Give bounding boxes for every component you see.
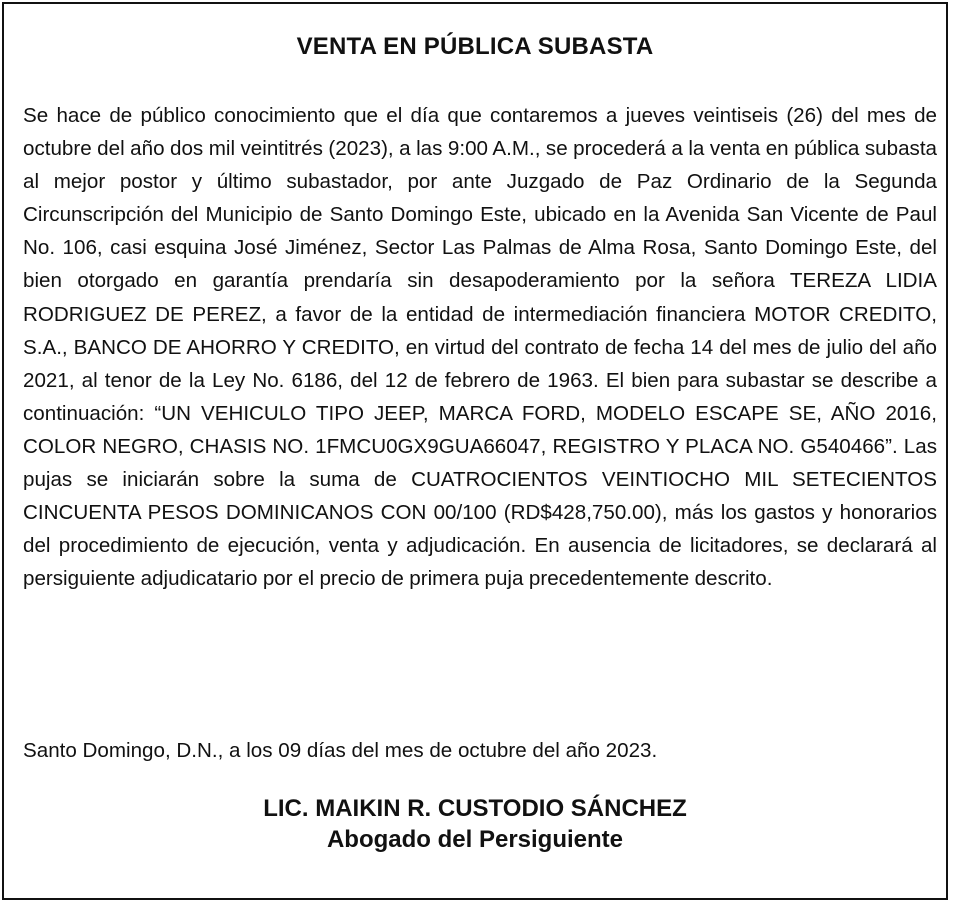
notice-frame: [2, 2, 948, 900]
signature-name: LIC. MAIKIN R. CUSTODIO SÁNCHEZ: [263, 795, 687, 822]
notice-place-date: Santo Domingo, D.N., a los 09 días del mes de octubre del año 2023.: [23, 739, 658, 762]
notice-title: VENTA EN PÚBLICA SUBASTA: [296, 33, 654, 60]
signature-block: [4, 793, 946, 855]
notice-body: Se hace de público conocimiento que el día que contaremos a jueves veintiseis (26) del mes de octubre del año dos mil veintitrés (2023), a las 9:00 A.M., se procederá a la venta en pública subasta al mejor postor y último subastador, por ante Juzgado de Paz Ordinario de la Segunda Circunscripción del Municipio de Santo Domingo Este, ubicado en la Avenida San Vicente de Paul No. 106, casi esquina José Jiménez, Sector Las Palmas de Alma Rosa, Santo Domingo Este, del bien otorgado en garantía prendaría sin desapoderamiento por la señora TEREZA LIDIA RODRIGUEZ DE PEREZ, a favor de la entidad de intermediación financiera MOTOR CREDITO, S.A., BANCO DE AHORRO Y CREDITO, en virtud del contrato de fecha 14 del mes de julio del año 2021, al tenor de la Ley No. 6186, del 12 de febrero de 1963. El bien para subastar se describe a continuación: “UN VEHICULO TIPO JEEP, MARCA FORD, MODELO ESCAPE SE, AÑO 2016, COLOR NEGRO, CHASIS NO. 1FMCU0GX9GUA66047, REGISTRO Y PLACA NO. G540466”. Las pujas se iniciarán sobre la suma de CUATROCIENTOS VEINTIOCHO MIL SETECIENTOS CINCUENTA PESOS DOMINICANOS CON 00/100 (RD$428,750.00), más los gastos y honorarios del procedimiento de ejecución, venta y adjudicación. En ausencia de licitadores, se declarará al persiguiente adjudicatario por el precio de primera puja precedentemente descrito.: [23, 104, 937, 591]
signature-role: Abogado del Persiguiente: [326, 826, 624, 853]
